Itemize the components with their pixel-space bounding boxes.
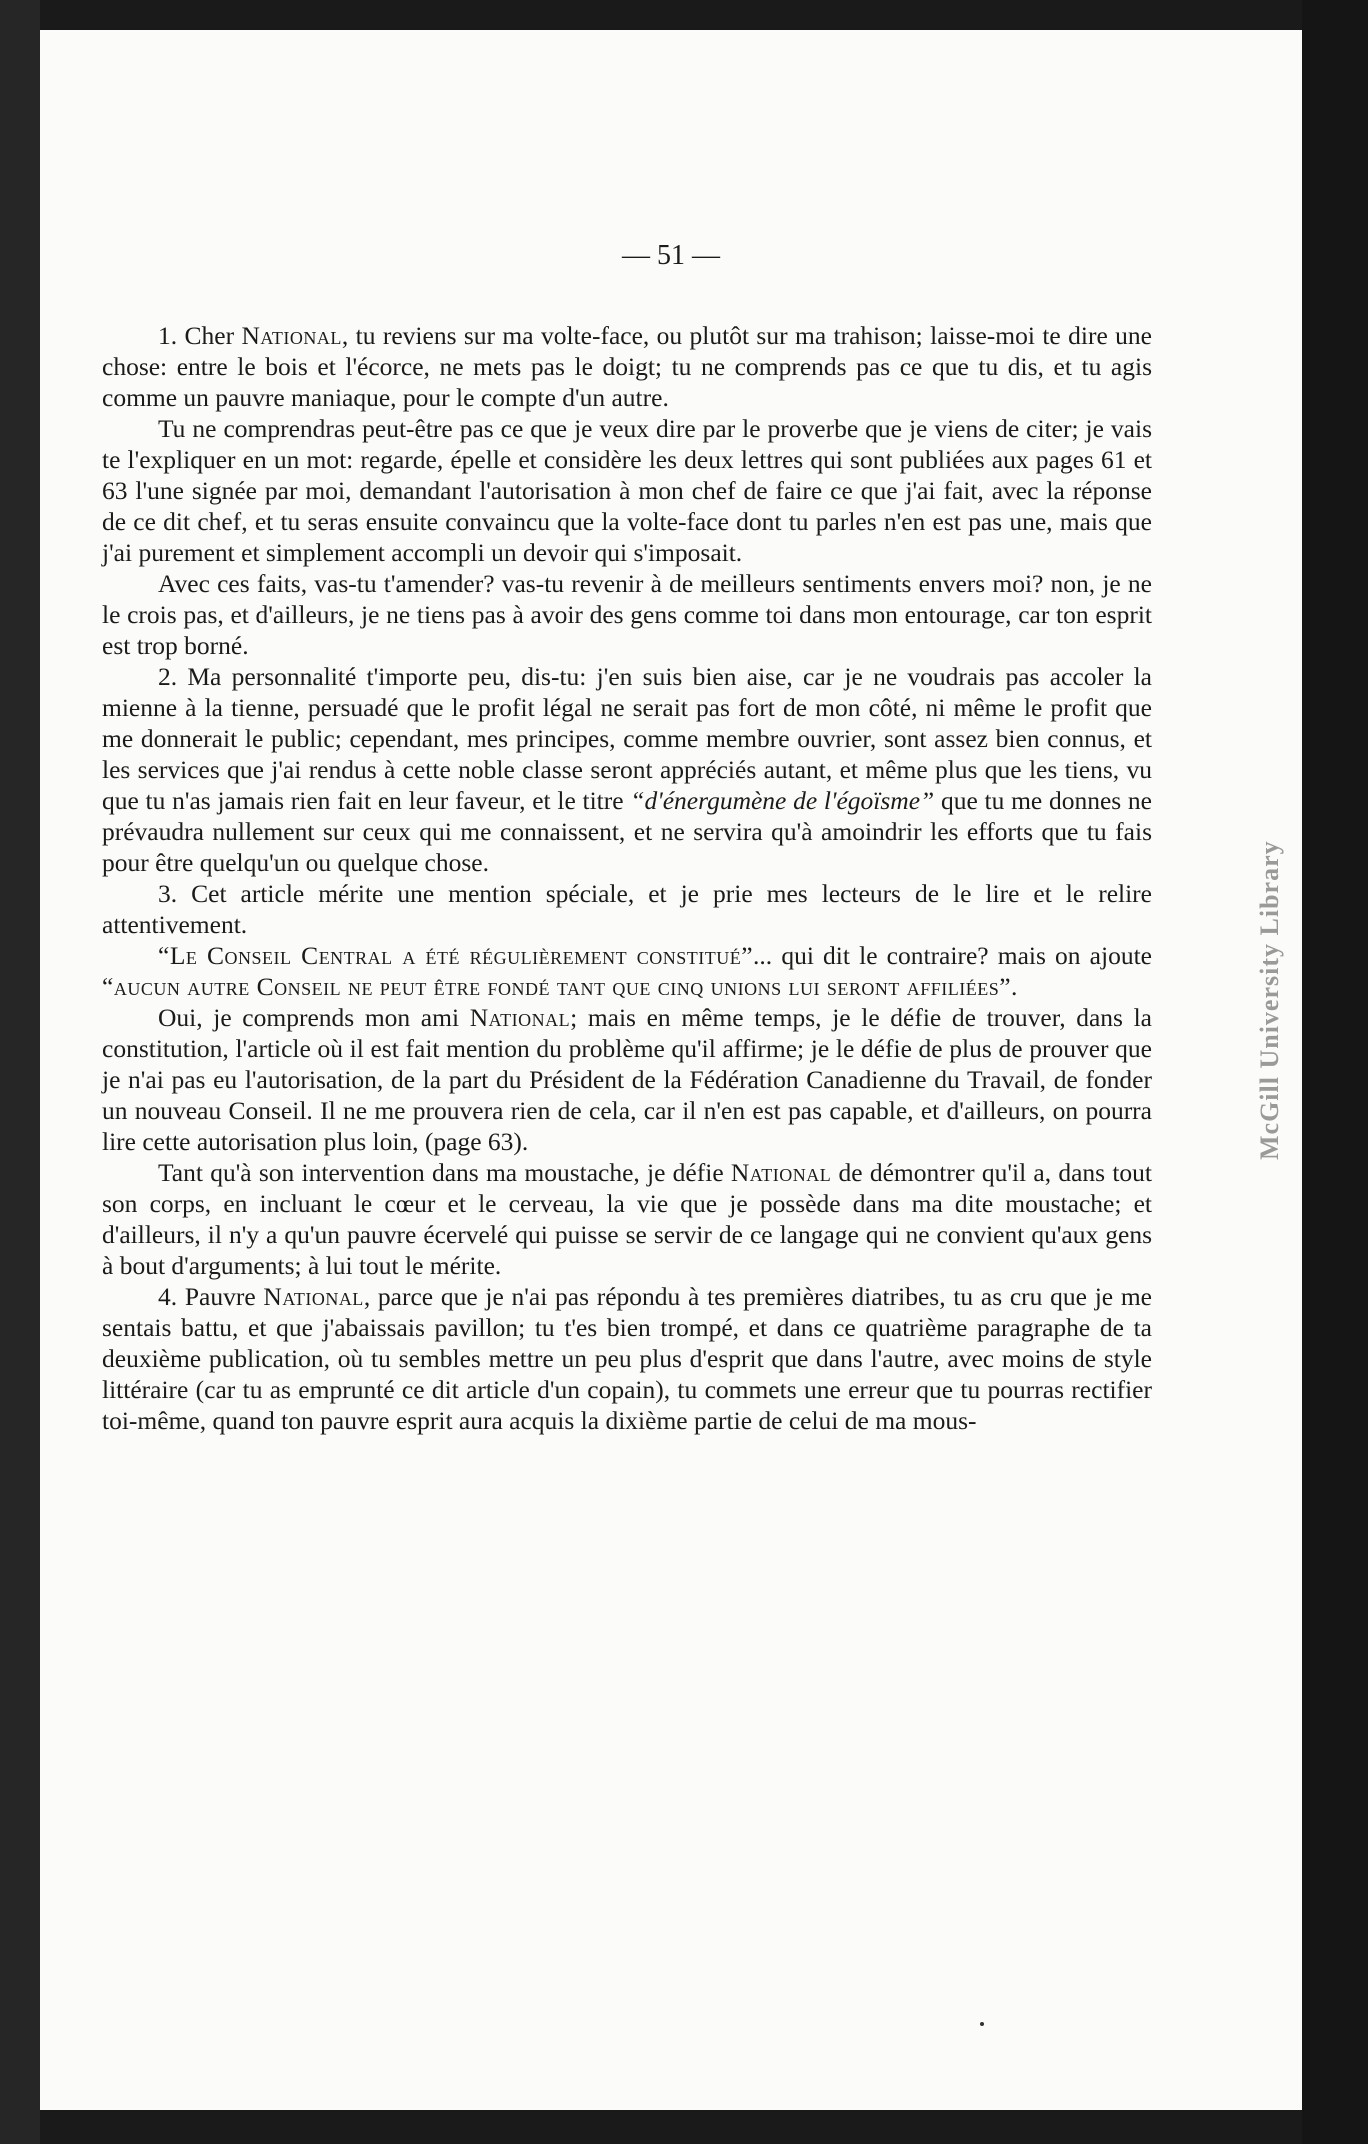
paragraph-text-run: de démontrer qu'il a, dans tout son corps, en incluant le cœur et le cerveau, la vie que je possède dans ma dite moustache; et d'ailleurs, il n'y a qu'un pauvre écervelé qui puisse se servir de ce langage qui ne convient qu'aux gens à bout d'arguments; à lui tout le mérite. [102, 1158, 1152, 1280]
paragraph-text-run: Avec ces faits, vas-tu t'amender? vas-tu revenir à de meilleurs sentiments envers moi? non, je ne le crois pas, et d'ailleurs, je ne tiens pas à avoir des gens comme toi dans mon entourage, car ton esprit est trop borné. [102, 569, 1152, 660]
paragraph-p2 [102, 413, 1152, 568]
paragraph-text-run: Tu ne comprendras peut-être pas ce que je veux dire par le proverbe que je viens de citer; je vais te l'expliquer en un mot: regarde, épelle et considère les deux lettres qui sont publiées aux pages 61 et 63 l'une signée par moi, demandant l'autorisation à mon chef de faire ce que j'ai fait, avec la réponse de ce dit chef, et tu seras ensuite convaincu que la volte-face dont tu parles n'en est pas une, mais que j'ai purement et simplement accompli un devoir qui s'imposait. [102, 414, 1152, 567]
scan-speck [980, 2022, 984, 2026]
paragraph-p7 [102, 1002, 1152, 1157]
paragraph-text-run: ; mais en même temps, je le défie de trouver, dans la constitution, l'article où il est fait mention du problème qu'il affirme; je le défie de plus de prouver que je n'ai pas eu l'autorisation, de la part du Président de la Fédération Canadienne du Travail, de fonder un nouveau Conseil. Il ne me prouvera rien de cela, car il n'en est pas capable, et d'ailleurs, on pourra lire cette autorisation plus loin, (page 63). [102, 1003, 1152, 1156]
paragraph-list [102, 320, 1152, 1436]
paragraph-text-run: 4. Pauvre [158, 1282, 264, 1311]
paragraph-text-run: National [469, 1003, 571, 1032]
paragraph-text-run: , parce que je n'ai pas répondu à tes premières diatribes, tu as cru que je me sentais battu, et que j'abaissais pavillon; tu t'es bien trompé, et dans ce quatrième paragraphe de ta deuxième publication, où tu sembles mettre un peu plus d'esprit que dans l'autre, avec moins de style littéraire (car tu as emprunté ce dit article d'un copain), tu commets une erreur que tu pourras rectifier toi-même, quand ton pauvre esprit aura acquis la dixième partie de celui de ma mous- [102, 1282, 1152, 1435]
paragraph-text-run: “aucun autre Conseil ne peut être fondé tant que cinq unions lui seront affiliées” [102, 972, 1012, 1001]
paragraph-text-run: ... qui dit le contraire? mais on ajoute [753, 941, 1152, 970]
page-body-text [102, 320, 1152, 1436]
paragraph-p5 [102, 878, 1152, 940]
scan-left-edge [0, 0, 40, 2144]
paragraph-text-run: . [1011, 972, 1018, 1001]
paragraph-text-run: que tu me donnes ne prévaudra nullement sur ceux qui me connaissent, et ne servira qu'à amoindrir les efforts que tu fais pour être quelqu'un ou quelque chose. [102, 786, 1152, 877]
paragraph-text-run: National [241, 321, 342, 350]
paragraph-p3 [102, 568, 1152, 661]
book-page [40, 30, 1302, 2110]
paragraph-text-run: “d'énergumène de l'égoïsme” [630, 786, 935, 815]
paragraph-p6 [102, 940, 1152, 1002]
paragraph-text-run: National [730, 1158, 832, 1187]
paragraph-text-run: , tu reviens sur ma volte-face, ou plutôt sur ma trahison; laisse-moi te dire une chose: entre le bois et l'écorce, ne mets pas le doigt; tu ne comprends pas ce que tu dis, et tu agis comme un pauvre maniaque, pour le compte d'un autre. [102, 321, 1152, 412]
paragraph-text-run: “Le Conseil Central a été régulièrement constitué” [158, 941, 754, 970]
paragraph-p8 [102, 1157, 1152, 1281]
paragraph-text-run: 1. Cher [158, 321, 242, 350]
paragraph-p1 [102, 320, 1152, 413]
paragraph-text-run: 2. Ma personnalité t'importe peu, dis-tu: j'en suis bien aise, car je ne voudrais pas accoler la mienne à la tienne, persuadé que le profit légal ne serait pas fort de mon côté, ni même le profit que me donnerait le public; cependant, mes principes, comme membre ouvrier, sont assez bien connus, et les services que j'ai rendus à cette noble classe seront appréciés autant, et même plus que les tiens, vu que tu n'as jamais rien fait en leur faveur, et le titre [102, 662, 1152, 815]
paragraph-text-run: Oui, je comprends mon ami [158, 1003, 470, 1032]
library-stamp: McGill University Library [1255, 840, 1284, 1160]
paragraph-text-run: Tant qu'à son intervention dans ma moustache, je défie [158, 1158, 731, 1187]
paragraph-text-run: National [263, 1282, 364, 1311]
paragraph-p4 [102, 661, 1152, 878]
paragraph-text-run: 3. Cet article mérite une mention spéciale, et je prie mes lecteurs de le lire et le relire attentivement. [102, 879, 1152, 939]
paragraph-p9 [102, 1281, 1152, 1436]
scan-right-edge [1302, 0, 1368, 2144]
page-number: — 51 — [622, 240, 720, 271]
